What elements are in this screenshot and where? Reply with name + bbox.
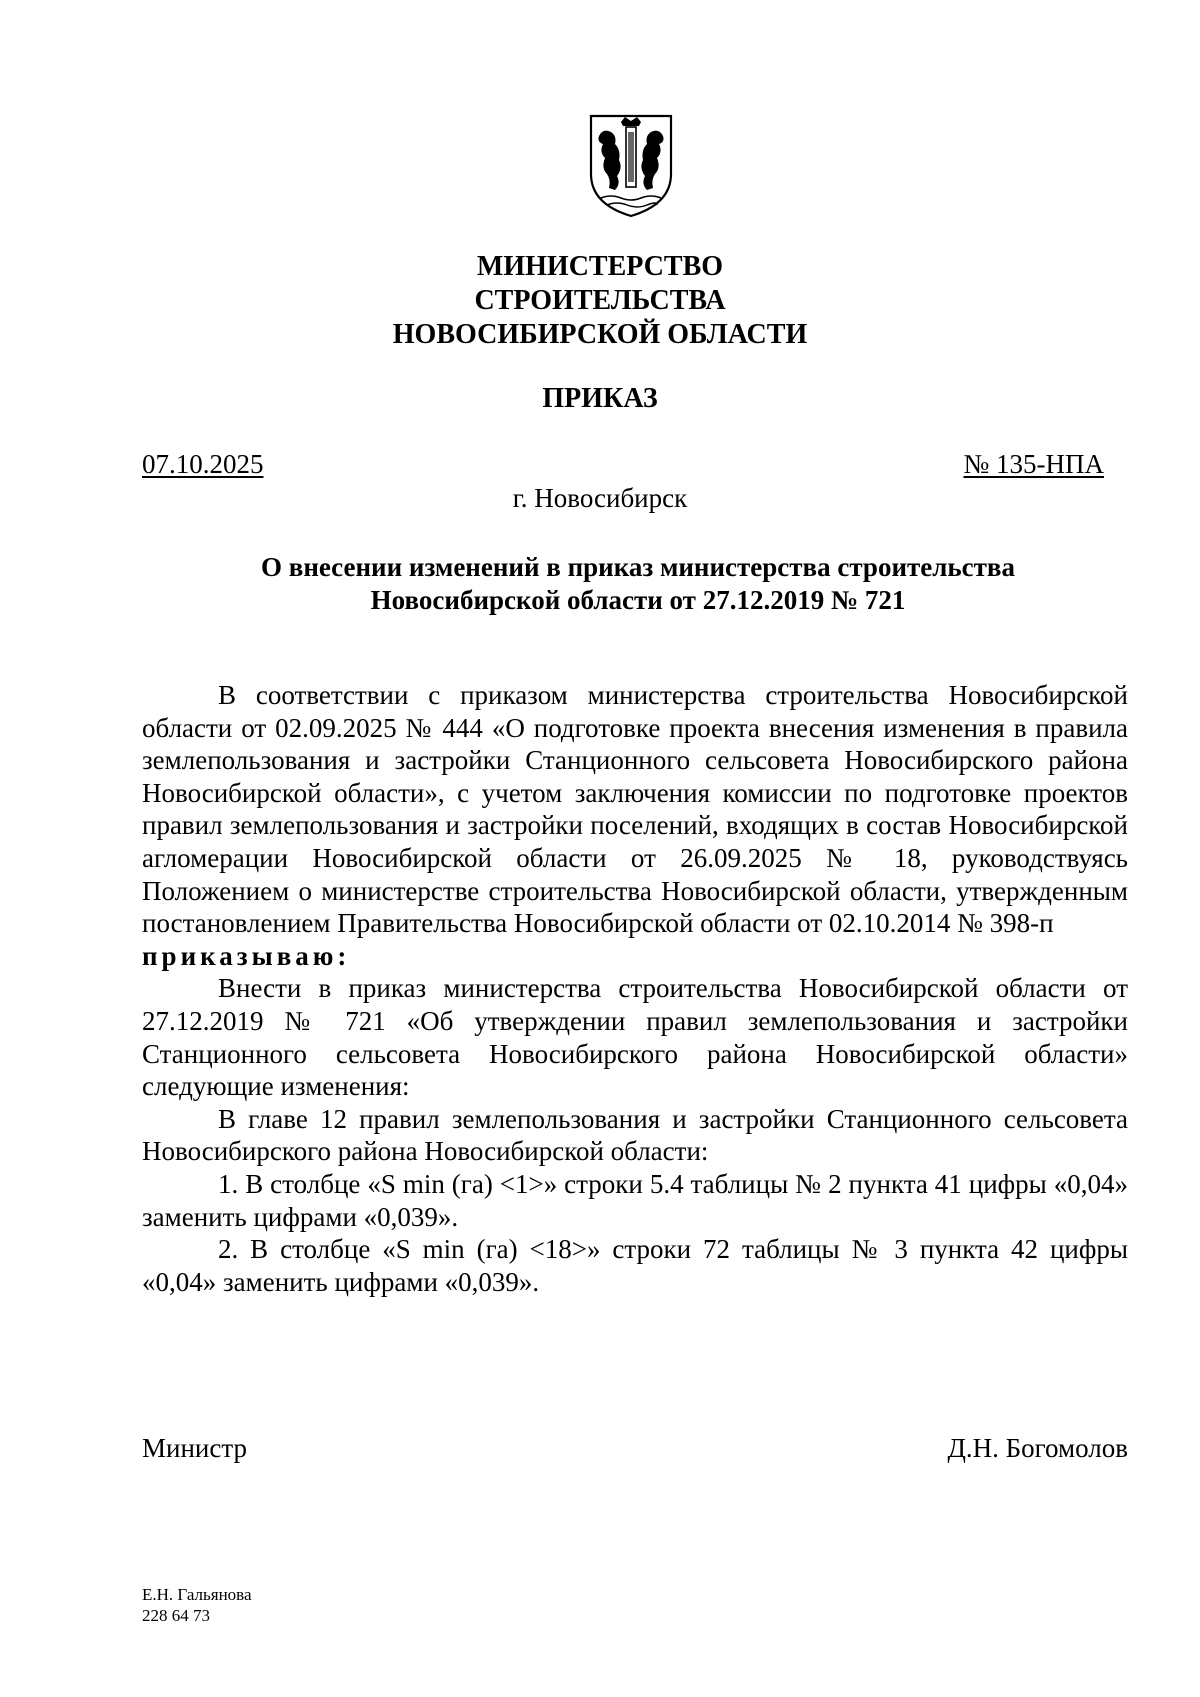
document-city: г. Новосибирск: [512, 483, 688, 513]
body-paragraph: В главе 12 правил землепользования и застройки Станционного сельсовета Новосибирского района Новосибирской области:: [142, 1103, 1128, 1167]
ministry-line-3: НОВОСИБИРСКОЙ ОБЛАСТИ: [392, 319, 808, 350]
title-line-1: О внесении изменений в приказ министерства строительства: [260, 552, 1016, 582]
title-line-2: Новосибирской области от 27.12.2019 № 721: [370, 585, 906, 615]
executor-name: Е.Н. Гальянова: [142, 1585, 252, 1604]
ministry-line-1: МИНИСТЕРСТВО: [476, 251, 724, 282]
coat-of-arms-icon: [585, 112, 677, 220]
document-body: [142, 679, 1128, 1298]
body-paragraph: 2. В столбце «S min (га) <18>» строки 72 таблицы № 3 пункта 42 цифры «0,04» заменить цифрами «0,039».: [142, 1234, 1128, 1297]
executor-phone: 228 64 73: [142, 1606, 210, 1625]
document-type: ПРИКАЗ: [542, 383, 658, 414]
ministry-line-2: СТРОИТЕЛЬСТВА: [474, 285, 726, 316]
signatory-name: Д.Н. Богомолов: [947, 1433, 1128, 1463]
document-date: 07.10.2025: [142, 449, 264, 479]
document-title: [142, 551, 1134, 617]
body-paragraph: Внести в приказ министерства строительства Новосибирской области от 27.12.2019 № 721 «Об утверждении правил землепользования и застройки Станционного сельсовета Новосибирского района Новосибирской области» следующие изменения:: [142, 973, 1128, 1102]
preamble-paragraph: В соответствии с приказом министерства строительства Новосибирской области от 02.09.2025 № 444 «О подготовке проекта внесения изменения в правила землепользования и застройки Станционного сельсовета Новосибирского района Новосибирской области», с учетом заключения комиссии по подготовке проектов правил землепользования и застройки поселений, входящих в состав Новосибирской агломерации Новосибирской области от 26.09.2025 № 18, руководствуясь Положением о министерстве строительства Новосибирской области, утвержденным постановлением Правительства Новосибирской области от 02.10.2014 № 398-п: [142, 680, 1128, 939]
decree-word: приказываю:: [142, 940, 351, 971]
body-paragraph: 1. В столбце «S min (га) <1>» строки 5.4 таблицы № 2 пункта 41 цифры «0,04» заменить цифрами «0,039».: [142, 1168, 1128, 1232]
executor-info: [142, 1584, 252, 1626]
document-number: № 135-НПА: [963, 449, 1104, 479]
signatory-role: Министр: [142, 1433, 247, 1463]
ministry-name: [0, 250, 1200, 352]
